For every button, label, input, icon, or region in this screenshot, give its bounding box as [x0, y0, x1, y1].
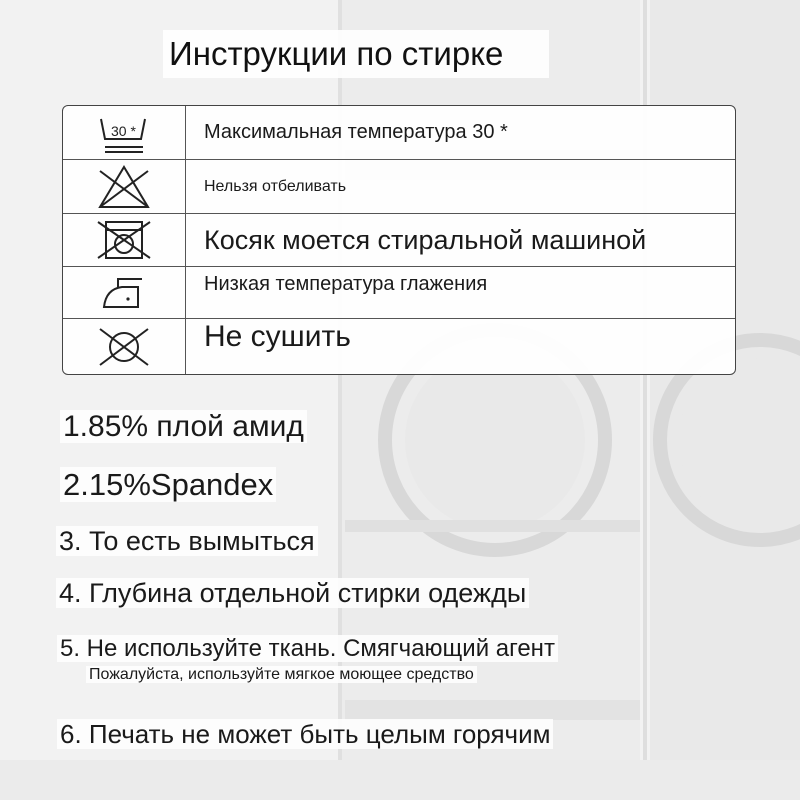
no-machine-wash-icon: [63, 214, 186, 266]
note-composition-spandex: 2.15%Spandex: [60, 467, 276, 503]
care-row-dry: [63, 319, 735, 374]
care-text-dry: Не сушить: [204, 319, 351, 353]
care-symbols-table: [62, 105, 736, 375]
care-text-wash-temp: Максимальная температура 30 *: [204, 121, 508, 143]
page-title: Инструкции по стирке: [163, 30, 549, 78]
no-tumble-dry-icon: [63, 319, 186, 374]
note-4: 4. Глубина отдельной стирки одежды: [56, 578, 529, 609]
no-bleach-icon: [63, 160, 186, 213]
note-3: 3. То есть вымыться: [56, 526, 318, 557]
iron-low-icon: [63, 267, 186, 318]
care-row-wash-temp: [63, 106, 735, 160]
care-row-iron: [63, 267, 735, 319]
note-6: 6. Печать не может быть целым горячим: [57, 719, 553, 750]
care-text-iron: Низкая температура глажения: [204, 273, 488, 295]
care-text-machine-wash: Косяк моется стиральной машиной: [204, 224, 647, 255]
note-5: 5. Не используйте ткань. Смягчающий агент: [57, 635, 558, 663]
care-text-no-bleach: Нельзя отбеливать: [204, 177, 347, 195]
wash-30-gentle-icon: [63, 106, 186, 159]
care-row-no-bleach: [63, 160, 735, 214]
note-5-subtext: Пожалуйста, используйте мягкое моющее средство: [86, 666, 477, 684]
note-composition-polyamide: 1.85% плой амид: [60, 410, 307, 444]
svg-text:30 *: 30 *: [111, 122, 136, 139]
